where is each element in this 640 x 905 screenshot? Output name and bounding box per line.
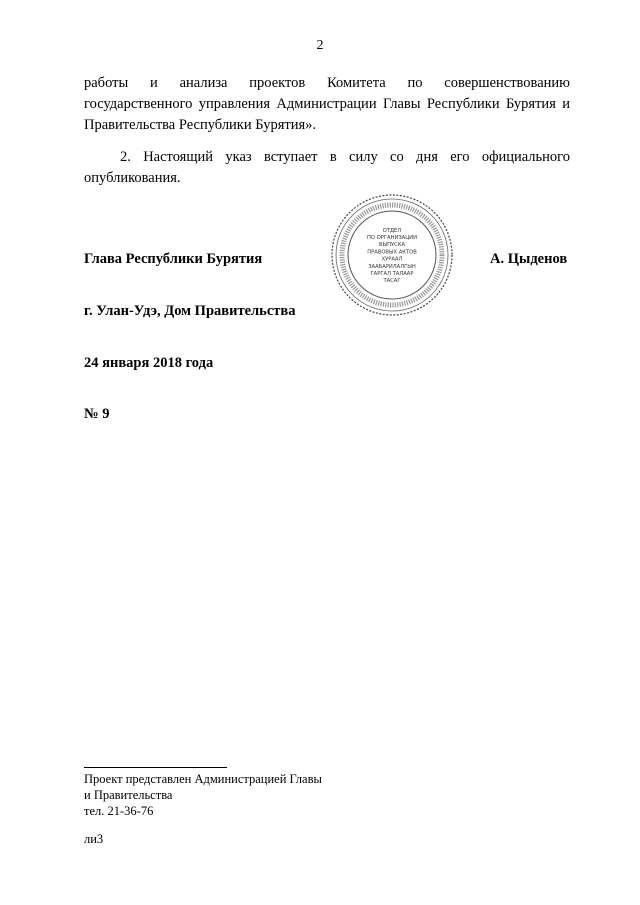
- paragraph-effective-date: 2. Настоящий указ вступает в силу со дня его официального опубликования.: [84, 149, 570, 186]
- seal-text-line: ВЫПУСКА: [378, 242, 406, 249]
- official-seal: [330, 193, 454, 317]
- signatory-title: Глава Республики Бурятия: [84, 251, 263, 267]
- seal-text-line: ОТДЕЛ: [382, 227, 402, 234]
- place-of-signing: г. Улан-Удэ, Дом Правительства: [84, 303, 296, 319]
- footnote-line-1: Проект представлен Администрацией Главы: [84, 772, 322, 786]
- document-code: ли3: [84, 832, 104, 846]
- seal-text-line: ТАСАГ: [383, 278, 401, 285]
- paragraph-continuation: работы и анализа проектов Комитета по совершенствованию государственного управления Администрации Главы Республики Бурятия и Правительства Республики Бурятия».: [84, 75, 570, 133]
- footnote-divider: [84, 767, 227, 768]
- document-date: 24 января 2018 года: [84, 355, 214, 371]
- seal-text-line: ПРАВОВЫХ АКТОВ: [367, 249, 417, 256]
- signatory-name: А. Цыденов: [490, 251, 568, 267]
- seal-text-line: ГАРГАЛ ТАЛААР: [370, 271, 414, 277]
- footnote-phone: тел. 21-36-76: [84, 804, 154, 818]
- footnote-line-2: и Правительства: [84, 788, 173, 802]
- seal-text-line: ЗААБАРИЛАЛГЫН: [368, 263, 416, 270]
- seal-text-line: ПО ОРГАНИЗАЦИИ: [366, 235, 418, 241]
- document-number: № 9: [84, 406, 110, 422]
- seal-text-line: ХУРААЛ: [381, 256, 403, 263]
- page-number: 2: [316, 38, 324, 53]
